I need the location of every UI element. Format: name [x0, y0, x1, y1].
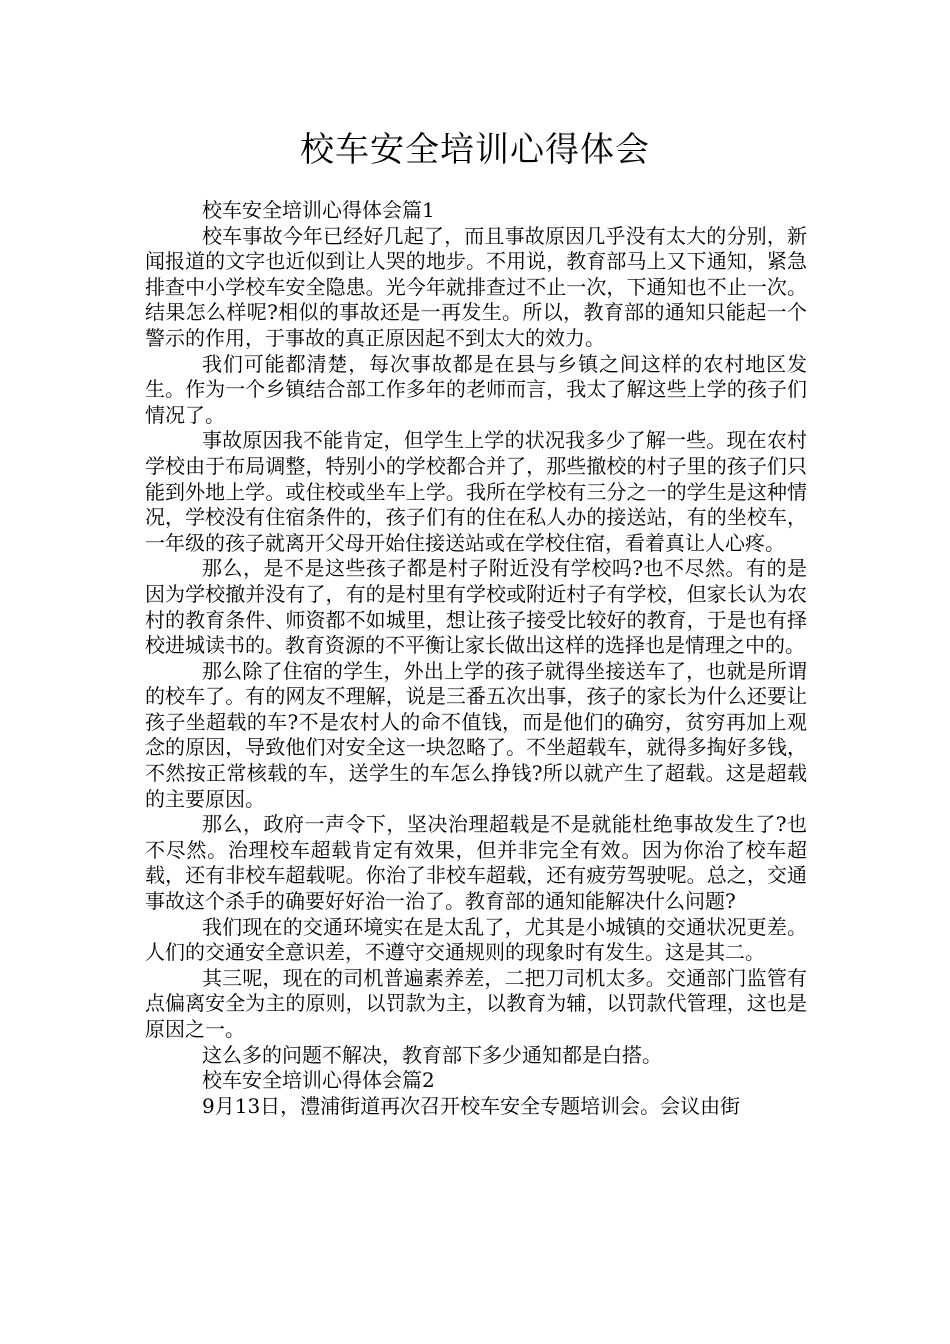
paragraph: 其三呢，现在的司机普遍素养差，二把刀司机太多。交通部门监管有点偏离安全为主的原则，以罚款为主，以教育为辅，以罚款代管理，这也是原因之一。	[145, 965, 807, 1041]
paragraph: 校车事故今年已经好几起了，而且事故原因几乎没有太大的分别，新闻报道的文字也近似到让人哭的地步。不用说，教育部马上又下通知，紧急排查中小学校车安全隐患。光今年就排查过不止一次，下通知也不止一次。结果怎么样呢?相似的事故还是一再发生。所以，教育部的通知只能起一个警示的作用，于事故的真正原因起不到太大的效力。	[145, 223, 807, 350]
document-body	[145, 198, 807, 1119]
section-heading-1: 校车安全培训心得体会篇1	[202, 198, 435, 222]
paragraph: 这么多的问题不解决，教育部下多少通知都是白搭。	[202, 1042, 662, 1067]
paragraph: 那么除了住宿的学生，外出上学的孩子就得坐接送车了，也就是所谓的校车了。有的网友不理解，说是三番五次出事，孩子的家长为什么还要让孩子坐超载的车?不是农村人的命不值钱，而是他们的确穷，贫穷再加上观念的原因，导致他们对安全这一块忽略了。不坐超载车，就得多掏好多钱，不然按正常核载的车，送学生的车怎么挣钱?所以就产生了超载。这是超载的主要原因。	[145, 658, 807, 811]
paragraph: 那么，政府一声令下，坚决治理超载是不是就能杜绝事故发生了?也不尽然。治理校车超载肯定有效果，但并非完全有效。因为你治了校车超载，还有非校车超载呢。你治了非校车超载，还有疲劳驾驶呢。总之，交通事故这个杀手的确要好好治一治了。教育部的通知能解决什么问题?	[145, 812, 807, 914]
section-heading-2: 校车安全培训心得体会篇2	[202, 1068, 435, 1093]
paragraph: 我们可能都清楚，每次事故都是在县与乡镇之间这样的农村地区发生。作为一个乡镇结合部工作多年的老师而言，我太了解这些上学的孩子们情况了。	[145, 351, 807, 427]
paragraph: 事故原因我不能肯定，但学生上学的状况我多少了解一些。现在农村学校由于布局调整，特别小的学校都合并了，那些撤校的村子里的孩子们只能到外地上学。或住校或坐车上学。我所在学校有三分之一的学生是这种情况，学校没有住宿条件的，孩子们有的住在私人办的接送站，有的坐校车，一年级的孩子就离开父母开始住接送站或在学校住宿，看着真让人心疼。	[145, 428, 807, 555]
paragraph: 9月13日，澧浦街道再次召开校车安全专题培训会。会议由街	[202, 1093, 741, 1118]
document-title: 校车安全培训心得体会	[300, 130, 650, 170]
paragraph: 那么，是不是这些孩子都是村子附近没有学校吗?也不尽然。有的是因为学校撤并没有了，有的是村里有学校或附近村子有学校，但家长认为农村的教育条件、师资都不如城里，想让孩子接受比较好的教育，于是也有择校进城读书的。教育资源的不平衡让家长做出这样的选择也是情理之中的。	[145, 556, 807, 658]
paragraph: 我们现在的交通环境实在是太乱了，尤其是小城镇的交通状况更差。人们的交通安全意识差，不遵守交通规则的现象时有发生。这是其二。	[145, 914, 807, 965]
